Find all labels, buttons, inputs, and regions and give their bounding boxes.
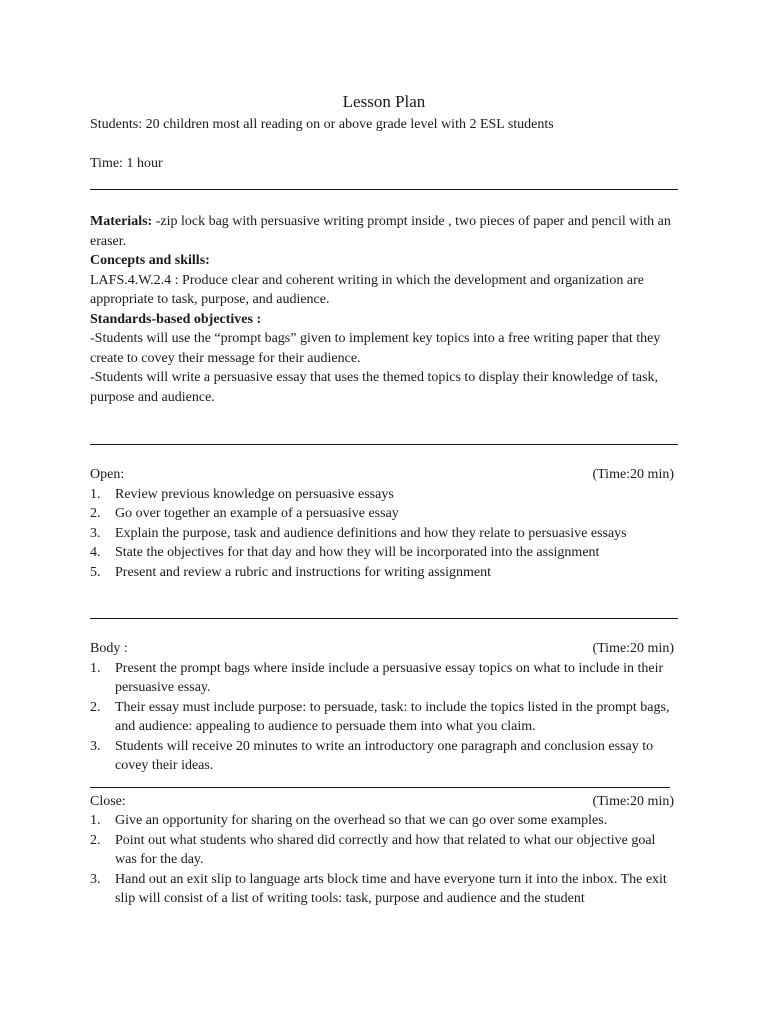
divider [90,618,678,619]
list-item: 3. Hand out an exit slip to language arts block time and have everyone turn it into the inbox. The exit slip will consist of a list of writing tools: task, purpose and audience and the student [90,871,667,906]
list-item: 5. Present and review a rubric and instructions for writing assignment [90,564,491,580]
divider [90,189,678,190]
divider [90,444,678,445]
list-item: 2. Their essay must include purpose: to persuade, task: to include the topics listed in the prompt bags, and audience: appealing to audience to persuade them into what you claim. [90,699,670,734]
lesson-plan-page [90,90,678,909]
body-label: Body : [90,641,128,656]
list-item: 4. State the objectives for that day and how they will be incorporated into the assignment [90,545,600,560]
close-header [90,792,678,812]
body-header [90,639,678,659]
close-section [90,792,678,909]
body-section [90,639,678,776]
concepts-text: LAFS.4.W.2.4 : Produce clear and coherent writing in which the development and organization are appropriate to task, purpose, and audience. [90,272,645,307]
close-label: Close: [90,793,126,809]
list-item: 3. Students will receive 20 minutes to write an introductory one paragraph and conclusion essay to covey their ideas. [90,738,654,773]
list-item: 1. Review previous knowledge on persuasive essays [90,486,394,502]
list-item: 1. Present the prompt bags where inside include a persuasive essay topics on what to include in their persuasive essay. [90,660,664,695]
list-item: 1. Give an opportunity for sharing on the overhead so that we can go over some examples. [90,813,608,828]
body-time: (Time:20 min) [592,641,674,656]
concepts-label: Concepts and skills: [90,253,210,268]
open-section [90,465,678,582]
open-label: Open: [90,467,125,482]
body-list [90,659,678,776]
open-list [90,485,678,583]
close-time: (Time:20 min) [592,793,674,809]
materials-label: Materials: [90,214,153,229]
materials-text: -zip lock bag with persuasive writing prompt inside , two pieces of paper and pencil with an eraser. [90,214,671,249]
open-time: (Time:20 min) [592,467,674,482]
list-item: 3. Explain the purpose, task and audience definitions and how they relate to persuasive essays [90,525,627,541]
objective-1: -Students will use the “prompt bags” given to implement key topics into a free writing paper that they create to covey their message for their audience. [90,331,661,366]
objectives-label: Standards-based objectives : [90,311,262,327]
page-title: Lesson Plan [342,92,426,111]
open-header [90,465,678,485]
divider [90,787,670,788]
list-item: 2. Go over together an example of a persuasive essay [90,506,399,521]
materials-paragraph [90,212,678,251]
objective-2: -Students will write a persuasive essay that uses the themed topics to display their knowledge of task, purpose and audience. [90,370,659,405]
students-line: Students: 20 children most all reading on or above grade level with 2 ESL students [90,117,554,132]
list-item: 2. Point out what students who shared did correctly and how that related to what our objective goal was for the day. [90,832,656,867]
time-line: Time: 1 hour [90,155,163,171]
close-list [90,811,678,909]
